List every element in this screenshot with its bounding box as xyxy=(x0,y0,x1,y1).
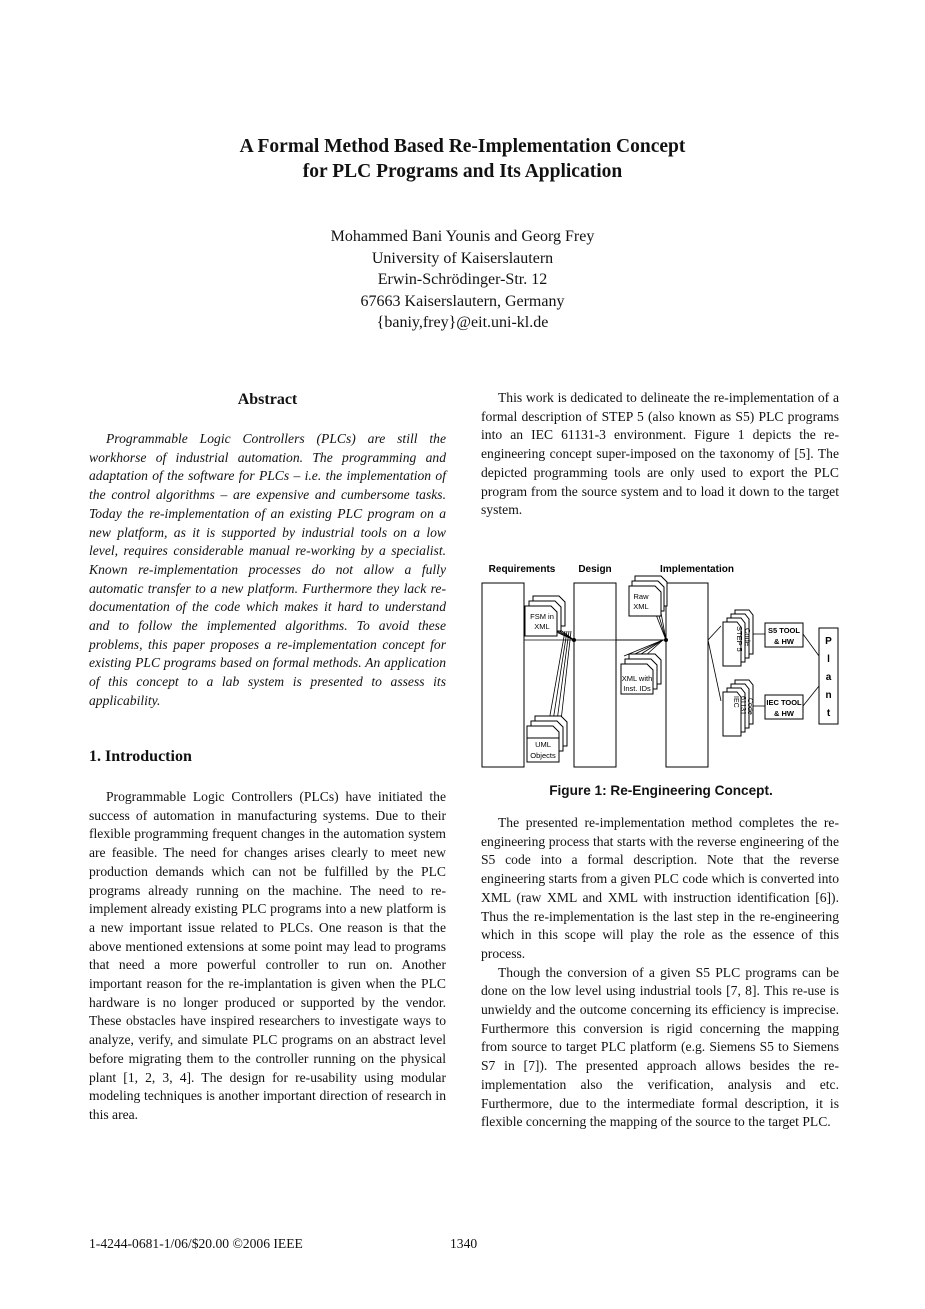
s5-tool-box xyxy=(765,623,803,647)
author-block xyxy=(0,226,925,334)
author-email: {baniy,frey}@eit.uni-kl.de xyxy=(376,314,549,331)
label-design: Design xyxy=(578,564,612,575)
s5-tool-label-2: & HW xyxy=(774,637,794,646)
title-line-2: for PLC Programs and Its Application xyxy=(302,161,623,182)
introduction-body xyxy=(89,788,446,1125)
iec-tool-label-1: IEC TOOL xyxy=(766,698,802,707)
author-affiliation: University of Kaiserslautern xyxy=(371,249,554,267)
xml-inst-id-documents xyxy=(621,654,661,694)
paper-title xyxy=(0,134,925,184)
iec-code-label-1: IEC xyxy=(732,696,739,708)
paragraph-conversion: Though the conversion of a given S5 PLC programs can be done on the low level using industrial tools [7, 8]. This re-use is unwieldy and the outcome concerning its efficiency is imprecise. Furthermore this conversion is rigid concerning the mapping from source to target PLC platform (e.g. Siemens S5 to Siemens S7 in [7]). The presented approach allows besides the re-implementation also the verification, analysis and etc. Furthermore, due to the intermediate formal description, it is flexible concerning the mapping of the source to the target PLC. xyxy=(481,964,839,1130)
s5-tool-label-1: S5 TOOL xyxy=(768,626,800,635)
raw-xml-label-2: XML xyxy=(633,602,649,611)
paragraph-work-dedicated: This work is dedicated to delineate the re-implementation of a formal description of STEP 5 (also known as S5) PLC programs into an IEC 61131-3 environment. Figure 1 depicts the re-engineering concept super-imposed on the taxonomy of [5]. The depicted programming tools are only used to export the PLC program from the source system and to load it down to the target system. xyxy=(481,390,839,518)
author-city: 67663 Kaiserslautern, Germany xyxy=(360,292,565,310)
fsm-xml-label-1: FSM in xyxy=(530,612,554,621)
introduction-heading: 1. Introduction xyxy=(89,748,192,765)
iec-tool-box xyxy=(765,695,803,719)
right-column-bottom xyxy=(481,814,839,1132)
step5-code-documents xyxy=(723,610,753,666)
right-column-top xyxy=(481,389,839,520)
label-implementation: Implementation xyxy=(660,564,734,575)
plant-letter-a: a xyxy=(825,672,832,683)
paragraph-presented-method: The presented re-implementation method completes the re-engineering process that starts with the reverse engineering of the S5 code into a formal description. Note that the reverse engineering starts from a given PLC code which is converted into XML (raw XML and XML with instruction identification [6]). Thus the re-implementation is the last step in the re-engineering which in this scope will play the role as the essence of this process. xyxy=(481,815,839,961)
abstract-paragraph: Programmable Logic Controllers (PLCs) are still the workhorse of industrial automation. The programming and adaptation of the software for PLCs – i.e. the implementation of the control algorithms – are expensive and cumbersome tasks. Today the re-implementation of an existing PLC program on a new platform, as it is supported by industrial tools on a low level, requires considerable manual re-working by a specialist. Known re-implementation processes do not allow a fully automatic transfer to a new platform. Furthermore they lack re-documentation of the code which makes it hard to understand and to follow the implemented algorithms. To avoid these problems, this paper proposes a re-implementation concept for existing PLC programs based on formal methods. An application of this concept to a lab system is presented to assess its applicability. xyxy=(89,431,446,708)
abstract-body xyxy=(89,430,446,711)
author-names: Mohammed Bani Younis and Georg Frey xyxy=(330,228,595,245)
figure-re-engineering xyxy=(481,556,841,776)
abstract-heading: Abstract xyxy=(237,391,298,408)
raw-xml-documents xyxy=(629,576,667,616)
introduction-paragraph: Programmable Logic Controllers (PLCs) have initiated the success of automation in manufacturing systems. Due to their flexible programming frequent changes in the automation system are feasible. The need for changes arises clearly to meet new production demands which can not be fulfilled by the PLC programs already running on the machine. The need to re-implement already existing PLC programs into a new platform is a new important issue related to PLCs. One reason is that the above mentioned extensions at some point may lead to programs that need a more powerful controller to run on. Another important reason for the re-implantation is given when the PLC hardware is no longer produced or supported by the vendor. These obstacles have inspired researchers to investigate ways to analyze, verify, and simulate PLC programs on an abstract level before migrating them to the controller running on the physical plant [1, 2, 3, 4]. The design for re-usability using modular modeling techniques is another important direction of research in this area. xyxy=(89,789,446,1122)
xml-inst-label-2: Inst. IDs xyxy=(623,684,651,693)
figure-caption: Figure 1: Re-Engineering Concept. xyxy=(549,783,773,798)
label-requirements: Requirements xyxy=(488,564,556,575)
author-street: Erwin-Schrödinger-Str. 12 xyxy=(377,271,548,288)
plant-letter-p: P xyxy=(825,636,832,647)
fsm-xml-documents xyxy=(525,596,565,636)
uml-label-2: Objects xyxy=(530,751,556,760)
fsm-xml-label-2: XML xyxy=(534,622,550,631)
uml-label-1: UML xyxy=(535,740,551,749)
requirements-column xyxy=(482,583,524,767)
xml-inst-label-1: XML with xyxy=(621,674,653,683)
footer-copyright: 1-4244-0681-1/06/$20.00 ©2006 IEEE xyxy=(89,1236,303,1251)
step5-code-label-2: Code xyxy=(743,628,752,646)
page-number: 1340 xyxy=(450,1236,478,1251)
plant-letter-l: l xyxy=(827,654,830,665)
raw-xml-label-1: Raw xyxy=(633,592,649,601)
iec-code-documents xyxy=(723,680,753,736)
uml-object-documents xyxy=(527,716,567,762)
step5-code-label-1: STEP 5 xyxy=(735,626,744,652)
implementation-column xyxy=(666,583,708,767)
re-engineering-diagram xyxy=(481,556,841,776)
plant-box xyxy=(819,628,838,724)
iec-code-label-3: Code xyxy=(746,698,753,715)
iec-tool-label-2: & HW xyxy=(774,709,794,718)
plant-letter-t: t xyxy=(826,708,831,719)
iec-code-label-2: 61131 xyxy=(739,696,746,715)
plant-letter-n: n xyxy=(825,690,832,701)
title-line-1: A Formal Method Based Re-Implementation Concept xyxy=(239,136,686,157)
design-column xyxy=(574,583,616,767)
